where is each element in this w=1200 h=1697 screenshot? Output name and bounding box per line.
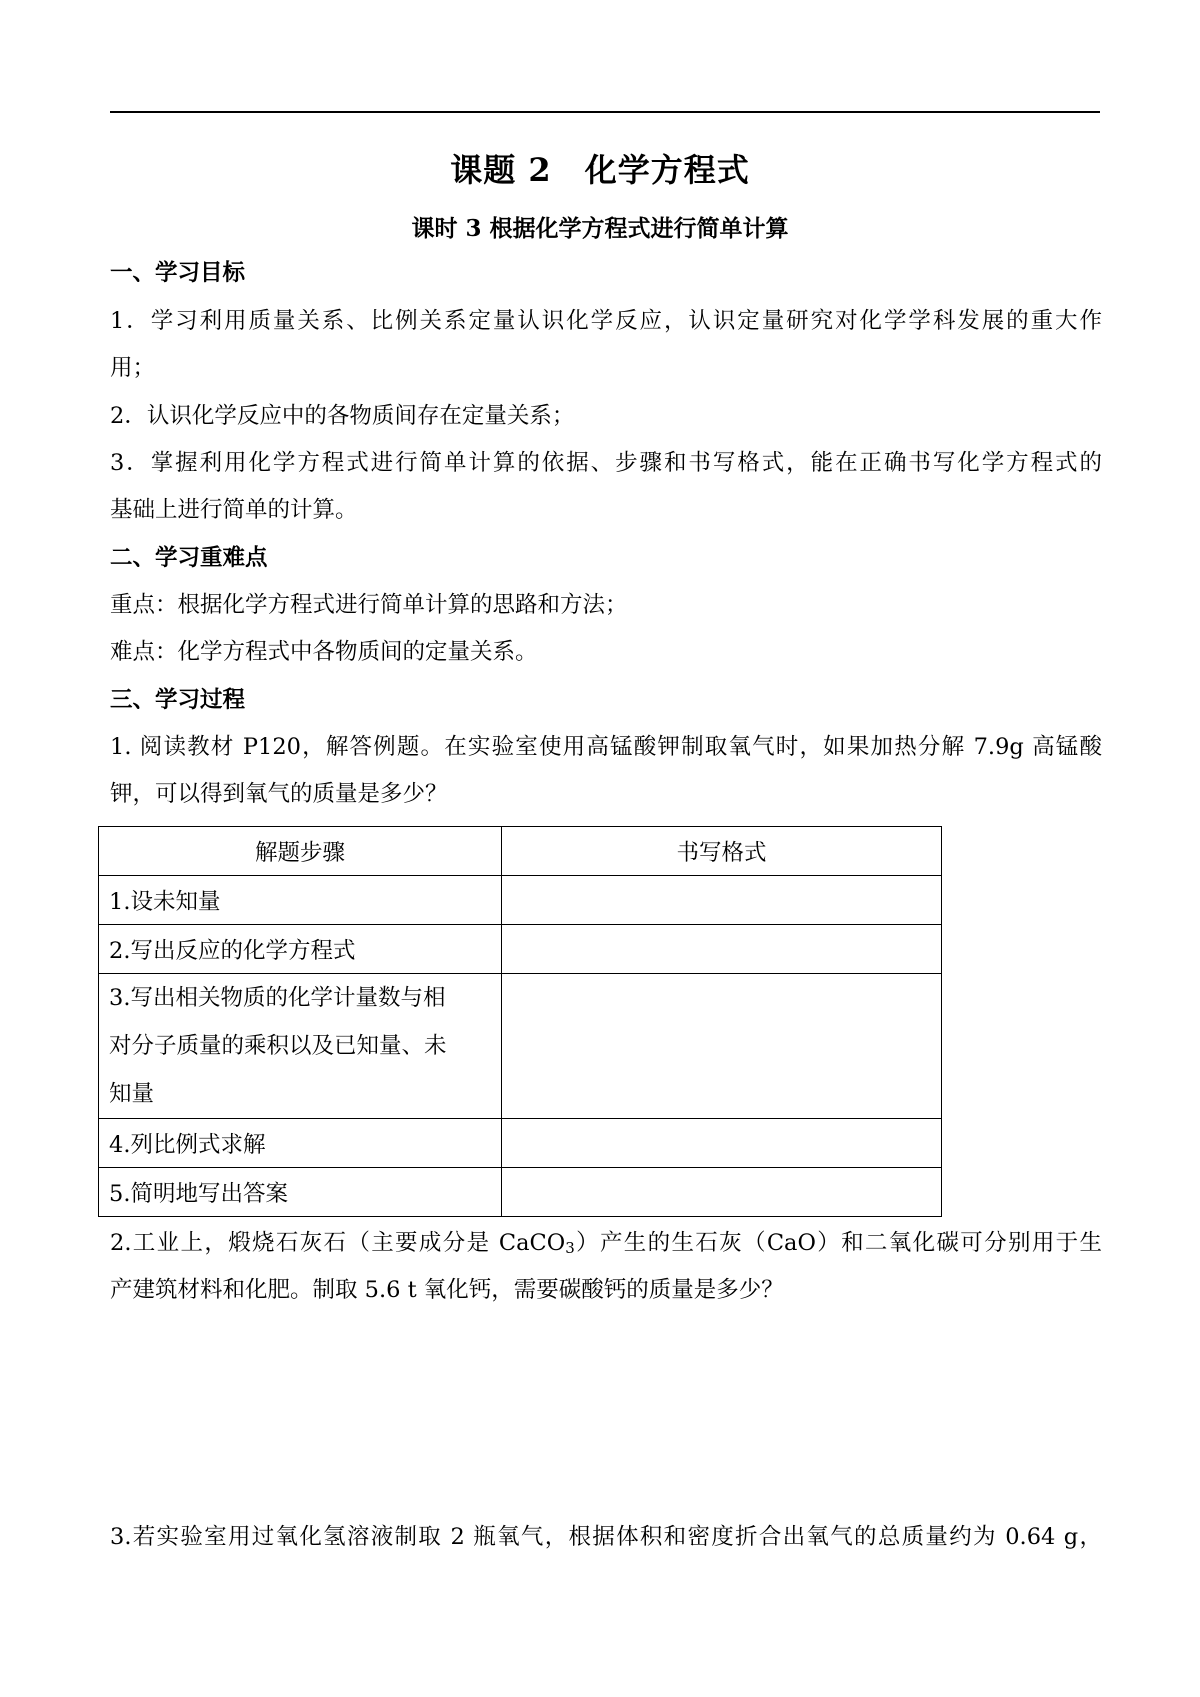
table-row [99,1119,942,1168]
difficult-point: 难点：化学方程式中各物质间的定量关系。 [110,639,538,665]
question-2-line1 [110,1228,1102,1263]
page-subtitle: 课时 3 根据化学方程式进行简单计算 [411,215,789,242]
step-5-cell: 5.简明地写出答案 [99,1168,502,1217]
objective-2: 2．认识化学反应中的各物质间存在定量关系； [110,403,575,429]
section-heading-keypoints: 二、学习重难点 [110,545,268,571]
question-3-line1: 3.若实验室用过氧化氢溶液制取 2 瓶氧气，根据体积和密度折合出氧气的总质量约为 0.64 g， [110,1524,1102,1550]
objective-1-line2: 用； [110,355,156,381]
step-2-cell: 2.写出反应的化学方程式 [99,925,502,974]
question-1-line1: 1. 阅读教材 P120，解答例题。在实验室使用高锰酸钾制取氧气时，如果加热分解 7.9g 高锰酸 [110,734,1102,760]
question-2-line2: 产建筑材料和化肥。制取 5.6 t 氧化钙，需要碳酸钙的质量是多少？ [110,1277,784,1303]
page-title: 课题 2 化学方程式 [450,151,750,189]
step-1-cell: 1.设未知量 [99,876,502,925]
table-header-row [99,827,942,876]
table-header-steps: 解题步骤 [99,827,502,876]
section-heading-process: 三、学习过程 [110,687,246,713]
header-rule [110,111,1100,113]
solution-steps-table [98,826,942,1217]
step-3-line3: 知量 [109,1081,155,1107]
step-3-answer-cell[interactable] [502,974,942,1119]
question-2-text-b: ）产生的生石灰（CaO）和二氧化碳可分别用于生 [574,1230,1103,1256]
step-4-answer-cell[interactable] [502,1119,942,1168]
step-2-answer-cell[interactable] [502,925,942,974]
objective-1-line1: 1．学习利用质量关系、比例关系定量认识化学反应，认识定量研究对化学学科发展的重大作 [110,308,1102,334]
section-heading-objectives: 一、学习目标 [110,260,246,286]
table-row [99,974,942,1119]
step-4-cell: 4.列比例式求解 [99,1119,502,1168]
table-row [99,925,942,974]
table-row [99,876,942,925]
step-3-cell [99,974,502,1119]
table-header-format: 书写格式 [502,827,942,876]
table-row [99,1168,942,1217]
step-5-answer-cell[interactable] [502,1168,942,1217]
question-2-subscript: 3 [565,1239,575,1257]
question-2-text-a: 2.工业上，煅烧石灰石（主要成分是 CaCO [110,1230,566,1256]
objective-3-line2: 基础上进行简单的计算。 [110,497,358,523]
key-point: 重点：根据化学方程式进行简单计算的思路和方法； [110,592,628,618]
question-1-line2: 钾，可以得到氧气的质量是多少？ [110,781,448,807]
step-3-line1: 3.写出相关物质的化学计量数与相 [109,985,446,1011]
objective-3-line1: 3．掌握利用化学方程式进行简单计算的依据、步骤和书写格式，能在正确书写化学方程式的 [110,450,1102,476]
step-3-line2: 对分子质量的乘积以及已知量、未 [109,1033,447,1059]
step-1-answer-cell[interactable] [502,876,942,925]
